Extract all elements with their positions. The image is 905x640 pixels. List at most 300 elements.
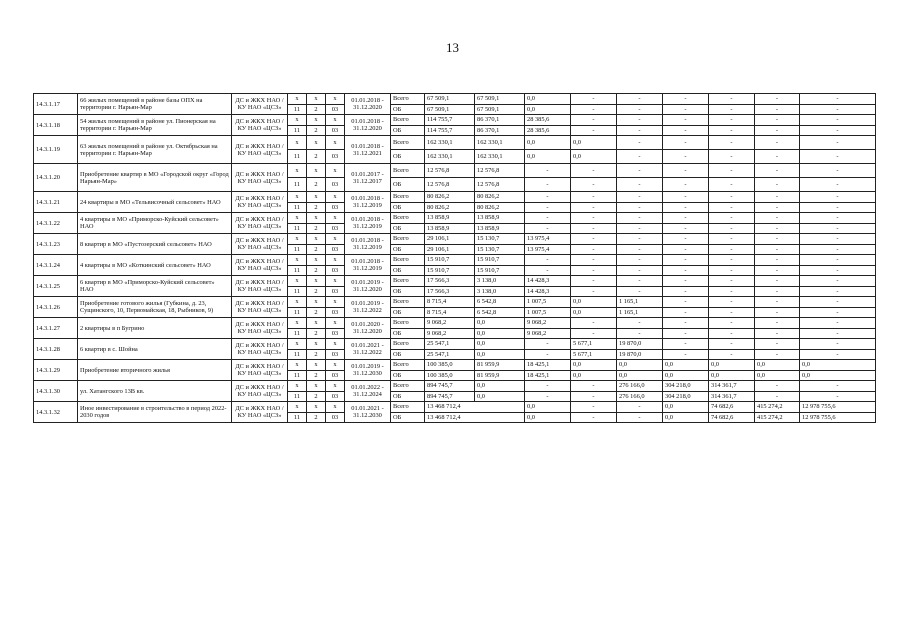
row-value: - [755,286,800,297]
row-c1: 11 [288,223,307,234]
row-value: - [755,244,800,255]
row-value: - [800,391,876,402]
row-value: - [663,150,709,164]
row-value: 100 385,0 [425,360,475,371]
row-value: - [800,297,876,308]
row-source: Всего [391,360,425,371]
row-source: ОБ [391,412,425,423]
row-value: 1 165,1 [617,307,663,318]
row-name: ул. Хатангского 13В кв. [78,381,232,402]
row-value: 15 910,7 [475,265,525,276]
row-value: - [663,202,709,213]
row-value: - [571,125,617,136]
row-name: 6 квартир в МО «Приморско-Куйский сельсовет» НАО [78,276,232,297]
row-value: 0,0 [755,360,800,371]
row-c2: 2 [307,307,326,318]
row-c1: 11 [288,104,307,115]
row-value: 0,0 [571,370,617,381]
row-code: 14.3.1.29 [34,360,78,381]
row-name: 24 квартиры в МО «Тельвисочный сельсовет» НАО [78,192,232,213]
row-x2: x [307,234,326,245]
row-code: 14.3.1.18 [34,115,78,136]
row-c1: 11 [288,370,307,381]
row-code: 14.3.1.27 [34,318,78,339]
row-value: - [663,234,709,245]
row-c3: 03 [326,286,345,297]
row-x1: x [288,339,307,350]
row-value: - [800,255,876,266]
row-c2: 2 [307,202,326,213]
row-value: 17 566,3 [425,286,475,297]
row-value: - [663,318,709,329]
row-value: 276 166,0 [617,391,663,402]
row-value: - [800,328,876,339]
row-value: - [571,402,617,413]
row-value: - [525,265,571,276]
row-value: 5 677,1 [571,339,617,350]
row-value: 0,0 [663,412,709,423]
row-value: - [571,412,617,423]
row-source: ОБ [391,125,425,136]
row-value: 0,0 [475,391,525,402]
row-x2: x [307,402,326,413]
row-source: ОБ [391,223,425,234]
row-value: 3 138,0 [475,276,525,287]
row-value: - [571,328,617,339]
row-x3: x [326,381,345,392]
row-value: - [800,94,876,105]
row-source: ОБ [391,265,425,276]
row-value: - [755,307,800,318]
row-value: - [663,349,709,360]
row-value: - [617,412,663,423]
row-value: - [709,104,755,115]
row-value: - [663,339,709,350]
row-value: - [617,94,663,105]
row-value: - [709,307,755,318]
row-value: - [571,94,617,105]
row-x2: x [307,192,326,203]
row-c1: 11 [288,202,307,213]
row-value: 14 428,3 [525,276,571,287]
row-value: - [755,349,800,360]
row-value: 0,0 [571,136,617,150]
row-c3: 03 [326,104,345,115]
row-value: - [800,223,876,234]
row-period: 01.01.2018 - 31.12.2021 [345,136,391,164]
row-value: 13 975,4 [525,244,571,255]
row-source: Всего [391,115,425,126]
row-period: 01.01.2021 - 31.12.2030 [345,402,391,423]
row-value: - [800,276,876,287]
row-value: 28 385,6 [525,125,571,136]
row-value: - [617,125,663,136]
row-source: Всего [391,339,425,350]
row-c1: 11 [288,265,307,276]
row-source: ОБ [391,370,425,381]
row-value: - [525,164,571,178]
row-value: - [617,234,663,245]
table-body [34,94,876,423]
row-value: - [571,255,617,266]
row-c3: 03 [326,265,345,276]
row-value: - [663,115,709,126]
row-value: 0,0 [475,349,525,360]
row-value: 67 509,1 [425,104,475,115]
row-value: 0,0 [525,104,571,115]
row-value: - [525,178,571,192]
row-c2: 2 [307,104,326,115]
row-x3: x [326,318,345,329]
row-period: 01.01.2018 - 31.12.2020 [345,94,391,115]
row-period: 01.01.2019 - 31.12.2022 [345,297,391,318]
row-value: - [571,115,617,126]
row-value: 1 007,5 [525,307,571,318]
row-c2: 2 [307,125,326,136]
row-value: - [663,286,709,297]
row-value: - [800,286,876,297]
table-row [34,115,876,126]
row-value: 17 566,3 [425,276,475,287]
row-x1: x [288,94,307,105]
row-c3: 03 [326,150,345,164]
row-c1: 11 [288,244,307,255]
row-value: 12 576,8 [425,178,475,192]
row-value: 0,0 [663,402,709,413]
row-value: 314 361,7 [709,391,755,402]
row-code: 14.3.1.28 [34,339,78,360]
row-value: - [755,318,800,329]
table-row [34,136,876,150]
row-value: - [617,150,663,164]
row-period: 01.01.2019 - 31.12.2020 [345,276,391,297]
row-value: 0,0 [525,94,571,105]
row-value: - [571,223,617,234]
row-value: - [800,213,876,224]
row-c2: 2 [307,150,326,164]
row-value: - [525,391,571,402]
row-name: Иное инвестирование в строительство в период 2022-2030 годов [78,402,232,423]
row-period: 01.01.2017 - 31.12.2017 [345,164,391,192]
row-value: - [571,192,617,203]
row-value: 15 910,7 [425,265,475,276]
table-row [34,234,876,245]
row-value: - [800,164,876,178]
row-source: ОБ [391,178,425,192]
row-value: 1 007,5 [525,297,571,308]
row-source: Всего [391,402,425,413]
row-c3: 03 [326,244,345,255]
row-x2: x [307,115,326,126]
row-x3: x [326,115,345,126]
row-value: - [800,202,876,213]
row-c1: 11 [288,307,307,318]
row-executor: ДС и ЖКХ НАО / КУ НАО «ЦСЗ» [232,360,288,381]
row-value: - [709,276,755,287]
row-value: 0,0 [571,297,617,308]
row-value: 80 826,2 [475,202,525,213]
row-code: 14.3.1.22 [34,213,78,234]
row-c3: 03 [326,370,345,381]
row-x1: x [288,318,307,329]
row-value: - [755,265,800,276]
row-value: - [571,286,617,297]
row-value: 314 361,7 [709,381,755,392]
row-value: - [663,164,709,178]
row-x3: x [326,339,345,350]
row-value: - [800,136,876,150]
row-value: 162 330,1 [425,136,475,150]
row-c3: 03 [326,349,345,360]
row-value: - [755,328,800,339]
row-value: 9 068,2 [525,318,571,329]
row-c2: 2 [307,178,326,192]
row-x2: x [307,381,326,392]
row-source: Всего [391,381,425,392]
row-x1: x [288,276,307,287]
row-value: - [663,244,709,255]
row-code: 14.3.1.30 [34,381,78,402]
row-value: - [525,349,571,360]
row-value: - [709,244,755,255]
row-executor: ДС и ЖКХ НАО / КУ НАО «ЦСЗ» [232,164,288,192]
row-value: 19 870,0 [617,349,663,360]
row-name: 66 жилых помещений в районе базы ОПХ на территории г. Нарьян-Мар [78,94,232,115]
row-value: - [755,136,800,150]
row-value: 67 509,1 [425,94,475,105]
row-value: 81 959,9 [475,360,525,371]
row-value: - [755,381,800,392]
row-value: - [800,104,876,115]
row-c1: 11 [288,125,307,136]
row-code: 14.3.1.23 [34,234,78,255]
row-value: 0,0 [571,360,617,371]
row-value: 0,0 [525,136,571,150]
row-value: - [755,202,800,213]
row-source: ОБ [391,391,425,402]
row-value: - [525,192,571,203]
row-value: - [571,104,617,115]
row-period: 01.01.2019 - 31.12.2030 [345,360,391,381]
row-value: 18 425,1 [525,370,571,381]
row-value: - [663,307,709,318]
row-value: - [571,202,617,213]
row-value: - [663,276,709,287]
row-executor: ДС и ЖКХ НАО / КУ НАО «ЦСЗ» [232,402,288,423]
row-value: - [800,349,876,360]
row-c2: 2 [307,244,326,255]
row-x3: x [326,192,345,203]
row-executor: ДС и ЖКХ НАО / КУ НАО «ЦСЗ» [232,339,288,360]
row-period: 01.01.2018 - 31.12.2019 [345,234,391,255]
row-value: - [525,339,571,350]
row-value: - [571,276,617,287]
row-value: 0,0 [475,318,525,329]
row-value: - [571,265,617,276]
row-source: ОБ [391,307,425,318]
row-value: - [709,339,755,350]
row-value: - [571,381,617,392]
row-value: - [800,307,876,318]
row-x1: x [288,115,307,126]
row-x1: x [288,255,307,266]
table-row [34,94,876,105]
row-source: ОБ [391,244,425,255]
row-source: Всего [391,192,425,203]
row-source: Всего [391,234,425,245]
row-c3: 03 [326,125,345,136]
row-period: 01.01.2018 - 31.12.2019 [345,213,391,234]
row-c3: 03 [326,307,345,318]
row-code: 14.3.1.21 [34,192,78,213]
row-c3: 03 [326,202,345,213]
row-value: - [663,125,709,136]
row-value: 28 385,6 [525,115,571,126]
row-value: - [525,213,571,224]
row-value: 415 274,2 [755,412,800,423]
row-value: - [617,104,663,115]
row-value: - [663,192,709,203]
row-period: 01.01.2022 - 31.12.2024 [345,381,391,402]
table-row [34,339,876,350]
row-value: - [709,297,755,308]
row-value: 13 468 712,4 [425,402,525,413]
row-value: - [709,349,755,360]
row-code: 14.3.1.20 [34,164,78,192]
row-c1: 11 [288,178,307,192]
row-executor: ДС и ЖКХ НАО / КУ НАО «ЦСЗ» [232,94,288,115]
row-value: - [755,192,800,203]
row-period: 01.01.2018 - 31.12.2019 [345,192,391,213]
table-row [34,276,876,287]
row-value: 0,0 [800,370,876,381]
row-x1: x [288,213,307,224]
row-value: 304 218,0 [663,391,709,402]
table-row [34,164,876,178]
row-value: 86 370,1 [475,125,525,136]
row-value: - [663,265,709,276]
row-c2: 2 [307,370,326,381]
row-value: - [755,276,800,287]
row-executor: ДС и ЖКХ НАО / КУ НАО «ЦСЗ» [232,318,288,339]
table-row [34,192,876,203]
row-value: - [525,381,571,392]
row-x1: x [288,402,307,413]
row-value: 100 385,0 [425,370,475,381]
row-value: - [663,213,709,224]
row-value: - [755,339,800,350]
row-executor: ДС и ЖКХ НАО / КУ НАО «ЦСЗ» [232,255,288,276]
row-value: 13 858,9 [425,223,475,234]
row-value: - [709,150,755,164]
row-value: - [755,223,800,234]
row-source: ОБ [391,286,425,297]
row-value: - [709,223,755,234]
row-value: - [709,192,755,203]
row-code: 14.3.1.24 [34,255,78,276]
row-source: ОБ [391,328,425,339]
row-value: - [800,192,876,203]
row-value: - [709,164,755,178]
row-value: - [709,328,755,339]
row-value: - [663,255,709,266]
row-value: 162 330,1 [425,150,475,164]
row-source: Всего [391,297,425,308]
row-value: 0,0 [663,360,709,371]
row-value: 415 274,2 [755,402,800,413]
row-value: 0,0 [525,402,571,413]
page-number: 13 [446,40,459,55]
row-value: 0,0 [663,370,709,381]
row-x1: x [288,164,307,178]
row-value: - [709,234,755,245]
row-c3: 03 [326,178,345,192]
row-value: 12 978 755,6 [800,412,876,423]
row-x1: x [288,297,307,308]
row-value: 6 542,8 [475,307,525,318]
row-source: Всего [391,255,425,266]
row-c2: 2 [307,349,326,360]
row-value: - [617,276,663,287]
row-value: - [709,94,755,105]
row-executor: ДС и ЖКХ НАО / КУ НАО «ЦСЗ» [232,234,288,255]
row-value: 0,0 [525,150,571,164]
row-c1: 11 [288,328,307,339]
row-source: Всего [391,94,425,105]
row-value: 9 068,2 [425,318,475,329]
row-value: - [800,178,876,192]
row-executor: ДС и ЖКХ НАО / КУ НАО «ЦСЗ» [232,276,288,297]
row-x2: x [307,276,326,287]
row-value: 114 755,7 [425,115,475,126]
row-value: 0,0 [755,370,800,381]
row-x2: x [307,164,326,178]
row-value: 13 858,9 [475,223,525,234]
row-value: 304 218,0 [663,381,709,392]
row-x1: x [288,234,307,245]
row-source: Всего [391,276,425,287]
row-value: 0,0 [475,328,525,339]
row-value: - [525,255,571,266]
row-value: 19 870,0 [617,339,663,350]
row-source: Всего [391,164,425,178]
row-value: - [709,318,755,329]
row-value: 80 826,2 [475,192,525,203]
row-value: 12 576,8 [425,164,475,178]
row-value: 114 755,7 [425,125,475,136]
row-c1: 11 [288,349,307,360]
row-value: 15 910,7 [475,255,525,266]
row-x3: x [326,136,345,150]
row-value: - [709,178,755,192]
row-value: 0,0 [709,360,755,371]
row-value: 1 165,1 [617,297,663,308]
row-value: 6 542,8 [475,297,525,308]
row-value: - [755,94,800,105]
row-value: 3 138,0 [475,286,525,297]
row-value: - [709,202,755,213]
row-c2: 2 [307,328,326,339]
row-name: 2 квартиры в п Бугрино [78,318,232,339]
row-value: - [571,391,617,402]
row-c3: 03 [326,328,345,339]
row-value: - [663,94,709,105]
row-value: - [755,255,800,266]
row-value: - [617,318,663,329]
row-x1: x [288,192,307,203]
row-value: - [800,150,876,164]
row-value: 0,0 [475,339,525,350]
